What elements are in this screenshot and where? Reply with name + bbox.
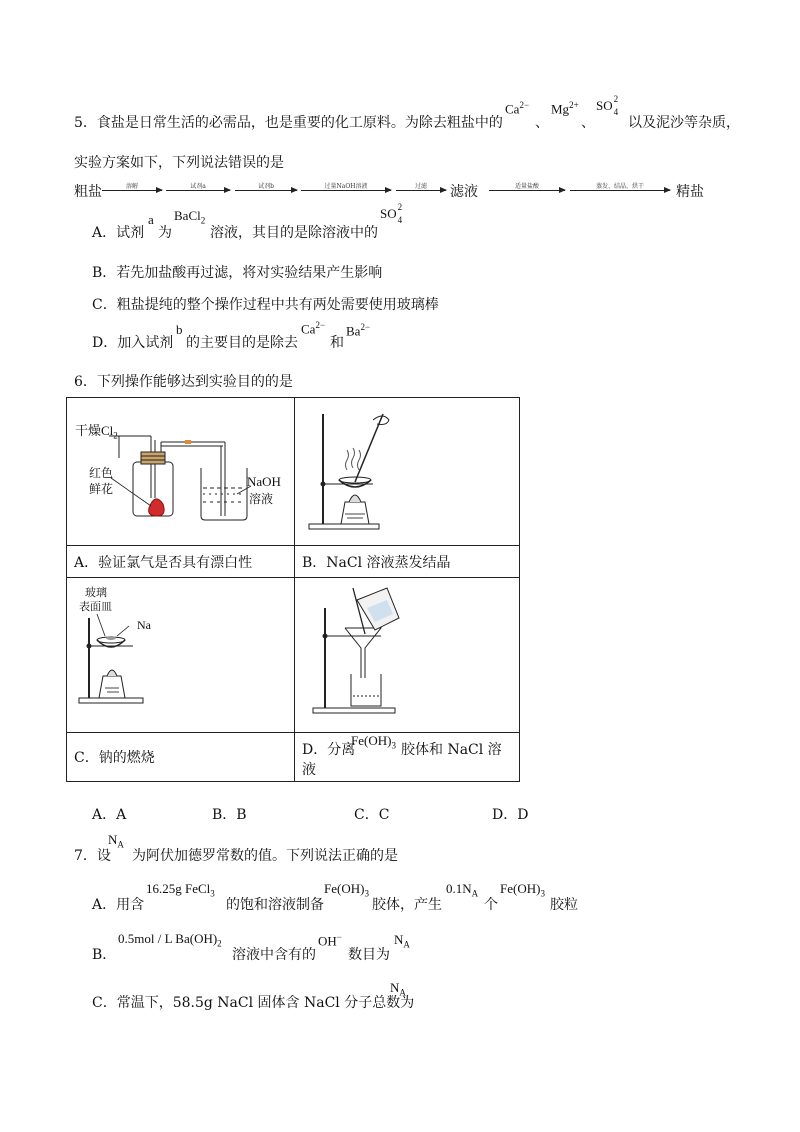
flow-step-6: 适量盐酸 xyxy=(514,183,539,190)
apparatus-d-diagram xyxy=(295,578,519,732)
q6-figure-d xyxy=(295,578,520,733)
q5-sep1: 、 xyxy=(535,115,549,131)
flow-step-5: 过滤 xyxy=(414,183,427,190)
flow-arrow-3 xyxy=(235,190,297,191)
flow-start: 粗盐 xyxy=(74,184,102,200)
glass-label-2: 表面皿 xyxy=(79,600,112,613)
flow-arrow-7 xyxy=(570,190,670,191)
q5-sep2: 、 xyxy=(581,115,595,131)
flow-arrow-2 xyxy=(166,190,230,191)
glass-label-1: 玻璃 xyxy=(85,586,107,599)
q6-figure-c xyxy=(67,578,295,733)
flow-arrow-5 xyxy=(396,190,446,191)
caption-b: B．NaCl 溶液蒸发结晶 xyxy=(302,554,451,571)
q5-ion-so4: SO 2 4 xyxy=(596,94,619,117)
q5-line2: 实验方案如下，下列说法错误的是 xyxy=(74,155,284,171)
q5-number: 5． xyxy=(74,115,97,131)
q6-choice-b[interactable]: B．B xyxy=(212,807,247,823)
flow-end: 精盐 xyxy=(676,184,704,200)
flower-label-1: 红色 xyxy=(89,466,114,480)
flow-step-3: 试剂b xyxy=(258,183,274,190)
flow-arrow-6 xyxy=(489,190,565,191)
q6-apparatus-grid xyxy=(66,397,520,782)
caption-a: A．验证氯气是否具有漂白性 xyxy=(74,554,253,571)
q5-intro-tail: 以及泥沙等杂质， xyxy=(628,115,740,131)
flow-mid: 滤液 xyxy=(450,184,478,200)
na-label: Na xyxy=(137,618,151,632)
flow-arrow-4 xyxy=(301,190,391,191)
flow-step-2: 试剂a xyxy=(190,183,206,190)
q6-choice-c[interactable]: C．C xyxy=(354,807,390,823)
q6-choice-d[interactable]: D．D xyxy=(492,807,529,823)
caption-c: C．钠的燃烧 xyxy=(74,750,155,766)
flower-label-2: 鲜花 xyxy=(89,482,114,496)
q6-figure-a xyxy=(67,398,295,546)
q6-choice-a[interactable]: A．A xyxy=(92,807,127,823)
q5-intro: 食盐是日常生活的必需品，也是重要的化工原料。为除去粗盐中的 xyxy=(96,115,503,131)
q5-ion-mg: $Mg^{2+}$ xyxy=(551,100,579,117)
q5-line1 xyxy=(74,112,503,132)
q5-option-b: B．若先加盐酸再过滤，将对实验结果产生影响 xyxy=(92,265,383,281)
apparatus-b-diagram xyxy=(295,398,519,545)
flow-step-1: 溶解 xyxy=(125,183,138,190)
flow-step-4: 过量NaOH溶液 xyxy=(324,183,368,190)
gas-label: 干燥$Cl_2$ xyxy=(75,423,118,441)
flow-step-7: 蒸发、结晶、烘干 xyxy=(595,183,644,190)
q5-ion-ca: $Ca^{2-}$ xyxy=(505,100,530,117)
q5-option-c: C．粗盐提纯的整个操作过程中共有两处需要使用玻璃棒 xyxy=(92,297,439,313)
caption-d: D．分离 $Fe(OH)_3$ 胶体和 NaCl 溶 液 xyxy=(302,733,502,778)
q6-title: 6．下列操作能够达到实验目的的是 xyxy=(74,374,293,390)
flow-arrow-1 xyxy=(102,190,162,191)
naoh-label-1: NaOH xyxy=(247,474,281,489)
q6-figure-b xyxy=(295,398,520,546)
naoh-label-2: 溶液 xyxy=(249,492,274,506)
